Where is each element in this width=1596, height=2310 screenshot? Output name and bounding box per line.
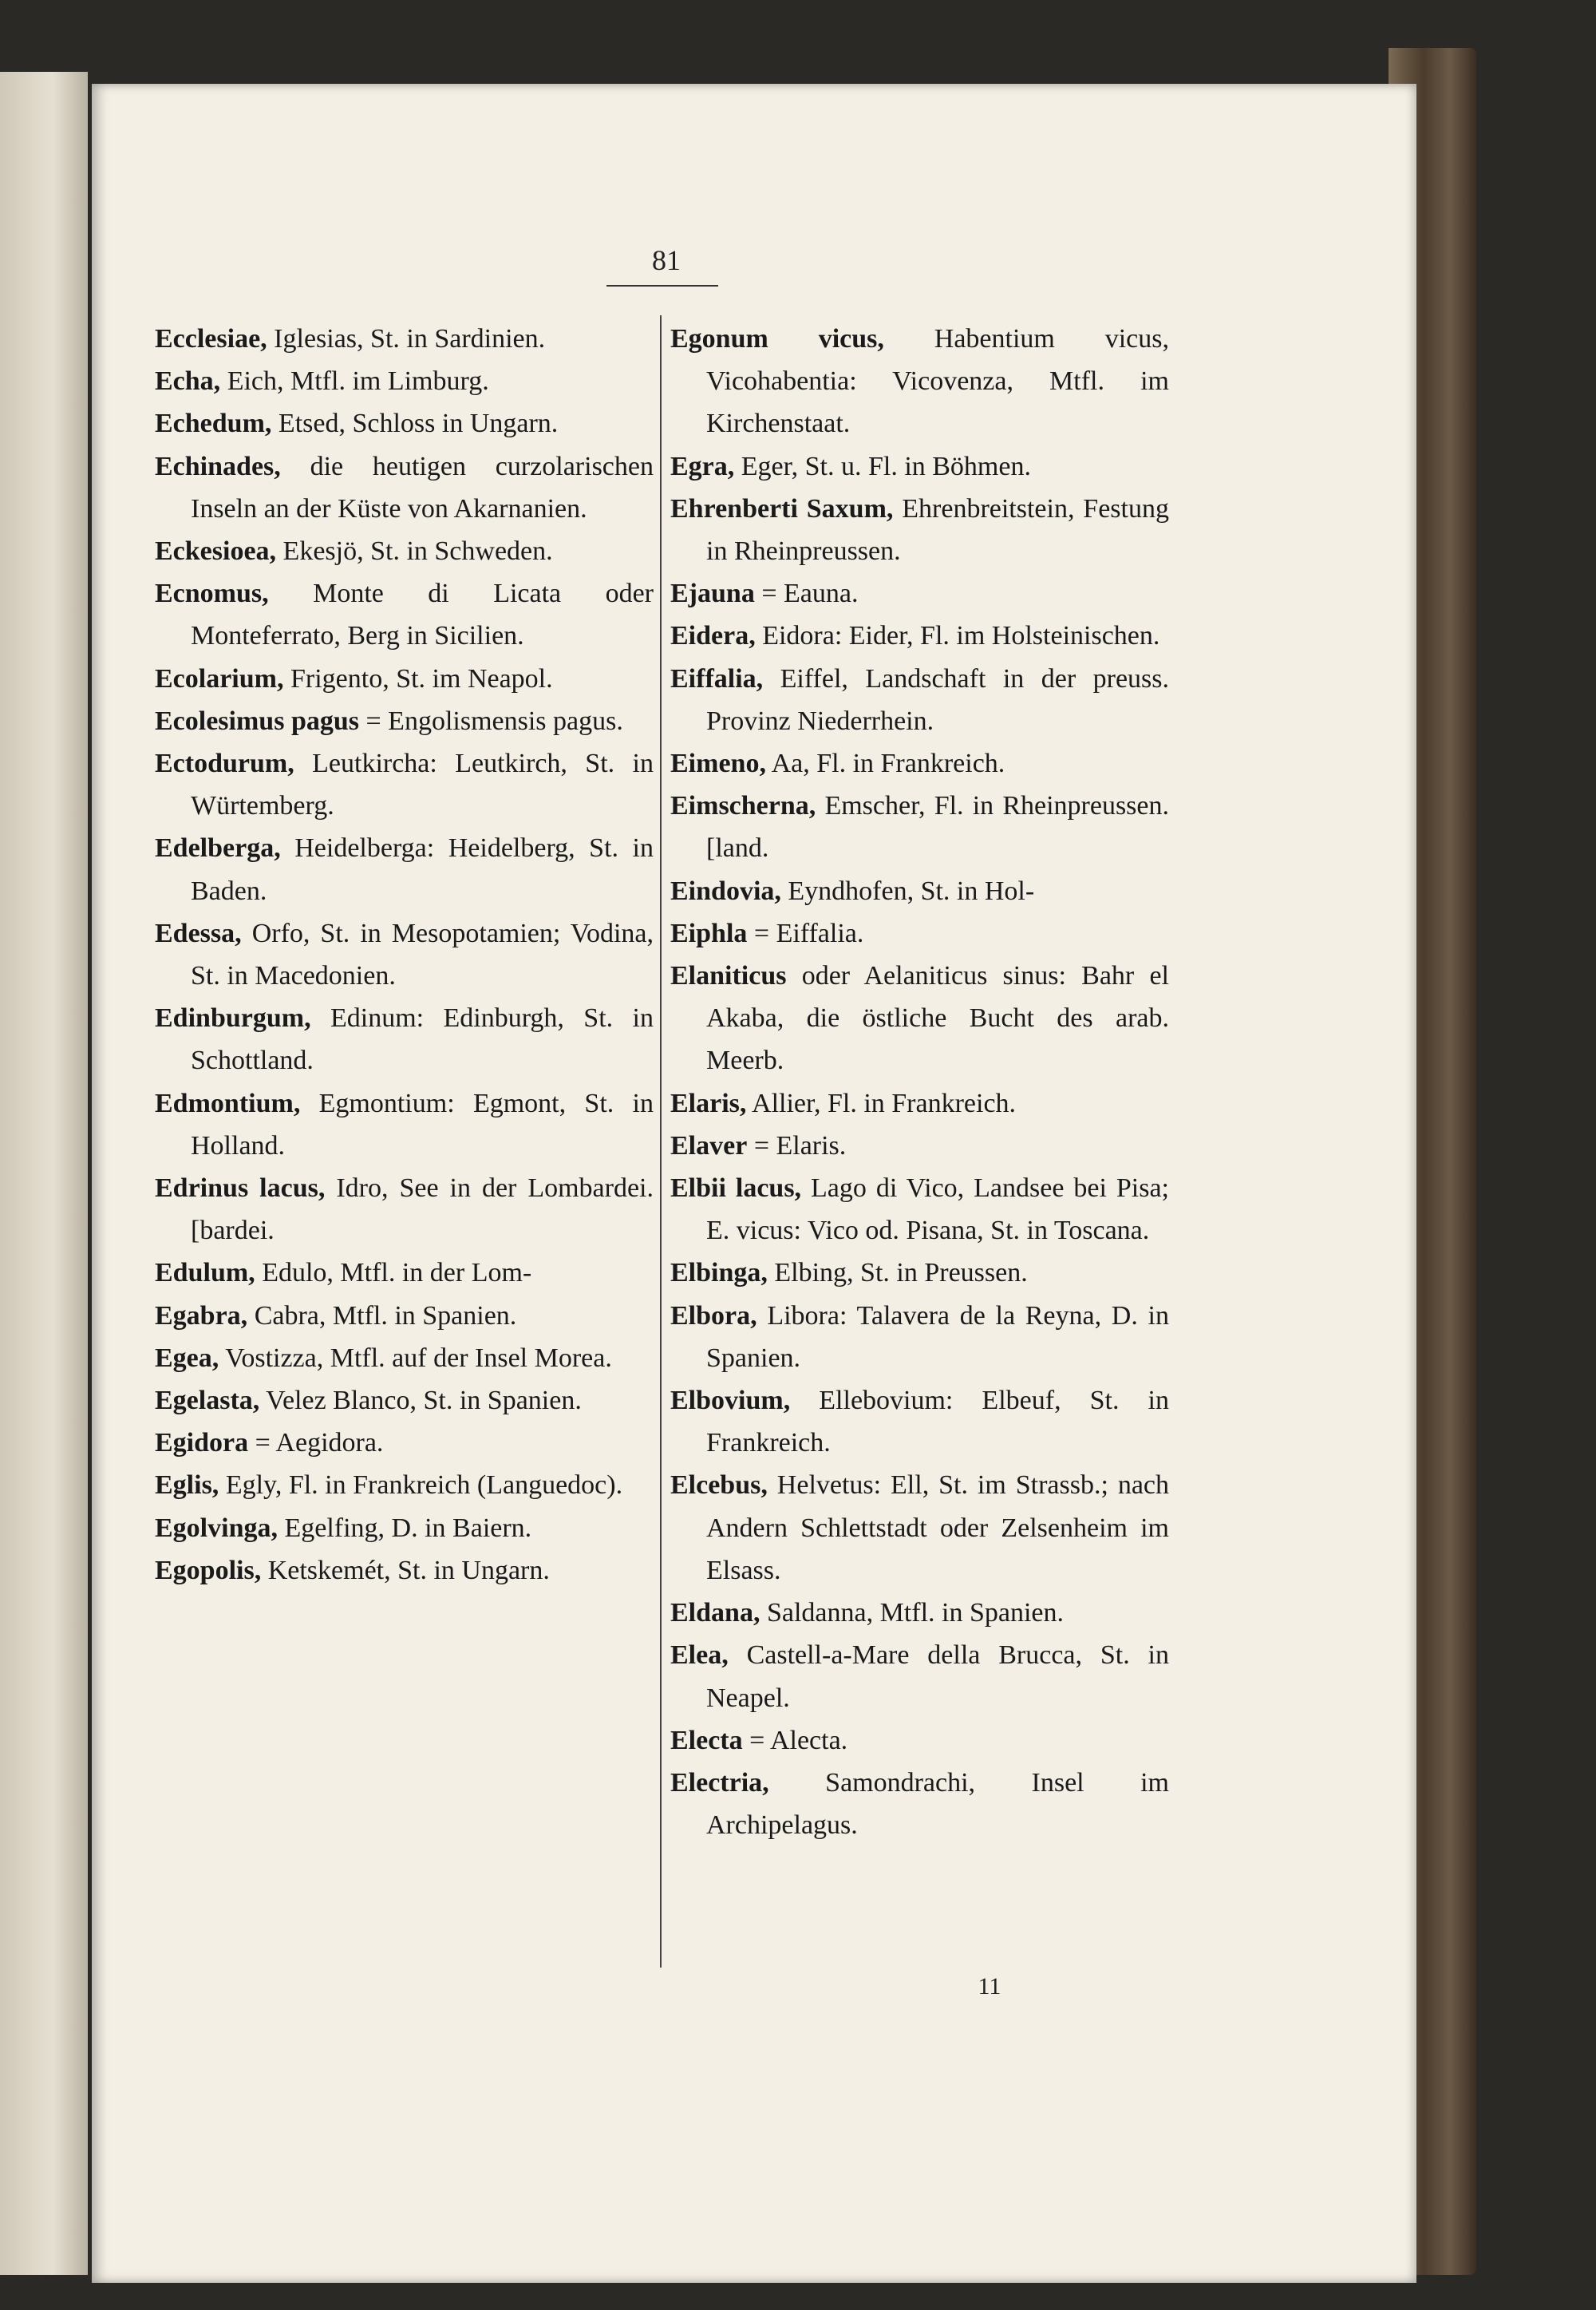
entry: Echa, Eich, Mtfl. im Limburg. — [155, 366, 489, 397]
entry: Ecolesimus pagus = Engolismensis pagus. — [155, 706, 623, 736]
entry: Eidera, Eidora: Eider, Fl. im Holsteinischen. — [670, 621, 1160, 651]
entry: Eimeno, Aa, Fl. in Frankreich. — [670, 749, 1005, 779]
entry: Eckesioea, Ekesjö, St. in Schweden. — [155, 536, 553, 567]
left-column — [155, 318, 654, 1592]
entry: Electria, Samondrachi, Insel im Archipelagus. — [670, 1767, 1169, 1841]
entry: Egonum vicus, Habentium vicus, Vicohabentia: Vicovenza, Mtfl. im Kirchenstaat. — [670, 324, 1170, 439]
entry: Egopolis, Ketskemét, St. in Ungarn. — [155, 1555, 550, 1585]
entry: Ectodurum, Leutkircha: Leutkirch, St. in Würtemberg. — [155, 749, 654, 821]
entry: Electa = Alecta. — [670, 1725, 848, 1755]
entry: Egidora = Aegidora. — [155, 1428, 384, 1458]
entry: Ecnomus, Monte di Licata oder Monteferrato, Berg in Sicilien. — [155, 579, 654, 651]
entry: Elcebus, Helvetus: Ell, St. im Strassb.; nach Andern Schlettstadt oder Zelsenheim im Elsass. — [670, 1470, 1170, 1585]
entry: Eimscherna, Emscher, Fl. in Rheinpreussen. [land. — [670, 791, 1170, 864]
entry: Edulum, Edulo, Mtfl. in der Lom- — [155, 1258, 532, 1288]
entry: Eldana, Saldanna, Mtfl. in Spanien. — [670, 1598, 1065, 1628]
entry: Egea, Vostizza, Mtfl. auf der Insel Morea. — [155, 1343, 612, 1373]
entry: Ecolarium, Frigento, St. im Neapol. — [155, 663, 553, 694]
entry: Edinburgum, Edinum: Edinburgh, St. in Schottland. — [155, 1003, 654, 1076]
entry: Eglis, Egly, Fl. in Frankreich (Languedoc). — [155, 1470, 623, 1501]
facing-page-edge — [0, 72, 88, 2275]
entry: Edmontium, Egmontium: Egmont, St. in Holland. — [155, 1088, 654, 1161]
entry: Elaniticus oder Aelaniticus sinus: Bahr el Akaba, die östliche Bucht des arab. Meerb. — [670, 961, 1169, 1076]
entry: Elaver = Elaris. — [670, 1130, 847, 1161]
column-divider — [660, 315, 662, 1968]
entry: Elbora, Libora: Talavera de la Reyna, D. in Spanien. — [670, 1300, 1169, 1373]
entry: Edessa, Orfo, St. in Mesopotamien; Vodina, St. in Macedonien. — [155, 918, 654, 991]
entry: Elbii lacus, Lago di Vico, Landsee bei Pisa; E. vicus: Vico od. Pisana, St. in Toscana. — [670, 1173, 1169, 1246]
entry: Egelasta, Velez Blanco, St. in Spanien. — [155, 1386, 582, 1416]
right-column — [670, 318, 1169, 1846]
entry: Eindovia, Eyndhofen, St. in Hol- — [670, 876, 1035, 906]
entry: Ehrenberti Saxum, Ehrenbreitstein, Festung in Rheinpreussen. — [670, 493, 1169, 567]
printer-signature-mark: 11 — [978, 1973, 1001, 1999]
entry: Edrinus lacus, Idro, See in der Lombardei. [bardei. — [155, 1173, 654, 1246]
entry: Elbovium, Ellebovium: Elbeuf, St. in Frankreich. — [670, 1386, 1169, 1458]
entry: Egolvinga, Egelfing, D. in Baiern. — [155, 1513, 532, 1543]
entry: Ecclesiae, Iglesias, St. in Sardinien. — [155, 324, 546, 354]
entry: Elaris, Allier, Fl. in Frankreich. — [670, 1088, 1017, 1118]
entry: Elbinga, Elbing, St. in Preussen. — [670, 1258, 1028, 1288]
entry: Egra, Eger, St. u. Fl. in Böhmen. — [670, 451, 1031, 481]
page-number: 81 — [652, 244, 681, 276]
entry: Egabra, Cabra, Mtfl. in Spanien. — [155, 1300, 517, 1331]
entry: Echedum, Etsed, Schloss in Ungarn. — [155, 409, 559, 439]
header-rule — [606, 285, 718, 287]
entry: Edelberga, Heidelberga: Heidelberg, St. in Baden. — [155, 833, 654, 906]
entry: Echinades, die heutigen curzolarischen Inseln an der Küste von Akarnanien. — [155, 451, 654, 524]
entry: Ejauna = Eauna. — [670, 579, 859, 609]
entry: Eiphla = Eiffalia. — [670, 918, 864, 948]
entry: Elea, Castell-a-Mare della Brucca, St. in Neapel. — [670, 1640, 1169, 1713]
entry: Eiffalia, Eiffel, Landschaft in der preuss. Provinz Niederrhein. — [670, 663, 1169, 736]
